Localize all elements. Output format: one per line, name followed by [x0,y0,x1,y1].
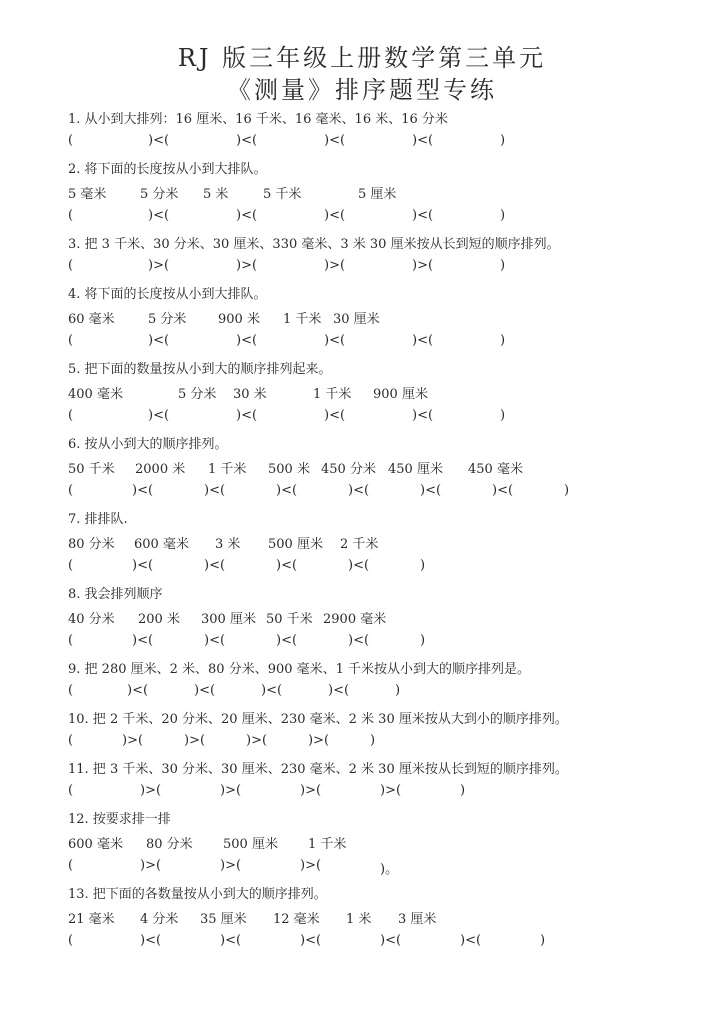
answer-separator: )>( [324,258,346,273]
question-prompt: 10. 把 2 千米、20 分米、20 厘米、230 毫米、2 米 30 厘米按从大到小的顺序排列。 [68,712,568,727]
answer-blank[interactable] [244,783,298,799]
measurement-item: 900 米 [218,312,260,327]
answer-blank[interactable] [348,408,410,424]
answer-open-paren: ( [68,483,74,498]
answer-blank[interactable] [76,733,112,749]
measurement-item: 12 毫米 [273,912,320,927]
answer-open-paren: ( [68,633,74,648]
answer-separator: )<( [204,633,226,648]
answer-separator: )<( [492,483,514,498]
question-prompt: 13. 把下面的各数量按从小到大的顺序排列。 [68,887,327,902]
answer-separator: )>( [184,733,206,748]
answer-blank[interactable] [218,683,259,699]
answer-open-paren: ( [68,683,74,698]
answer-separator: )<( [300,933,322,948]
answer-separator: )>( [308,733,330,748]
measurement-item: 35 厘米 [200,912,247,927]
measurement-item: 2000 米 [135,462,186,477]
answer-blank[interactable] [404,933,458,949]
measurement-item: 5 毫米 [68,187,107,202]
answer-separator: )<( [412,333,434,348]
answer-blank[interactable] [244,858,298,874]
answer-open-paren: ( [68,933,74,948]
answer-separator: )<( [276,483,298,498]
answer-blank[interactable] [76,858,130,874]
answer-close-paren: ) [500,208,506,223]
answer-blank[interactable] [208,733,244,749]
answer-blank[interactable] [436,133,498,149]
answer-open-paren: ( [68,408,74,423]
answer-blank[interactable] [436,208,498,224]
answer-blank[interactable] [324,783,378,799]
measurement-item: 2 千米 [340,537,379,552]
measurement-item: 50 千米 [68,462,115,477]
answer-blank[interactable] [436,333,498,349]
answer-blank[interactable] [332,733,368,749]
answer-close-paren: ) [420,633,426,648]
measurement-item: 1 千米 [208,462,247,477]
answer-open-paren: ( [68,258,74,273]
measurement-item: 5 厘米 [358,187,397,202]
answer-blank[interactable] [484,933,538,949]
answer-blank[interactable] [228,558,274,574]
answer-blank[interactable] [76,483,122,499]
measurement-item: 500 米 [268,462,310,477]
answer-separator: )<( [148,408,170,423]
page-title: RJ 版三年级上册数学第三单元 [177,44,547,72]
answer-separator: )<( [204,483,226,498]
answer-separator: )<( [276,633,298,648]
measurement-item: 80 分米 [68,537,115,552]
answer-separator: )<( [324,333,346,348]
answer-blank[interactable] [516,483,562,499]
measurement-item: 4 分米 [140,912,179,927]
answer-open-paren: ( [68,733,74,748]
answer-separator: )>( [412,258,434,273]
answer-separator: )<( [380,933,402,948]
answer-blank[interactable] [300,633,346,649]
answer-blank[interactable] [260,208,322,224]
answer-separator: )<( [132,633,154,648]
measurement-item: 450 厘米 [388,462,443,477]
answer-close-paren: ) [500,258,506,273]
question-prompt: 2. 将下面的长度按从小到大排队。 [68,162,267,177]
answer-blank[interactable] [270,733,306,749]
answer-blank[interactable] [348,333,410,349]
answer-separator: )>( [236,258,258,273]
answer-separator: )<( [412,133,434,148]
answer-separator: )<( [204,558,226,573]
answer-separator: )<( [132,483,154,498]
answer-separator: )>( [220,783,242,798]
measurement-item: 450 毫米 [468,462,523,477]
answer-blank[interactable] [76,133,138,149]
answer-blank[interactable] [76,783,130,799]
measurement-item: 50 千米 [266,612,313,627]
answer-blank[interactable] [76,683,117,699]
answer-close-paren: ) [420,558,426,573]
measurement-item: 2900 毫米 [323,612,387,627]
answer-blank[interactable] [228,633,274,649]
answer-open-paren: ( [68,133,74,148]
answer-close-paren: )。 [380,862,399,877]
measurement-item: 600 毫米 [68,837,123,852]
answer-blank[interactable] [172,333,234,349]
measurement-item: 60 毫米 [68,312,115,327]
answer-close-paren: ) [500,333,506,348]
answer-blank[interactable] [76,558,122,574]
question-prompt: 6. 按从小到大的顺序排列。 [68,437,228,452]
measurement-item: 3 厘米 [398,912,437,927]
answer-separator: )<( [194,683,216,698]
answer-separator: )<( [132,558,154,573]
answer-blank[interactable] [324,933,378,949]
answer-separator: )>( [220,858,242,873]
answer-blank[interactable] [348,258,410,274]
question-prompt: 8. 我会排列顺序 [68,587,163,602]
measurement-item: 200 米 [138,612,180,627]
answer-close-paren: ) [500,408,506,423]
answer-separator: )<( [460,933,482,948]
question-prompt: 1. 从小到大排列：16 厘米、16 千米、16 毫米、16 米、16 分米 [68,112,448,127]
answer-close-paren: ) [460,783,466,798]
answer-separator: )<( [220,933,242,948]
answer-blank[interactable] [260,258,322,274]
answer-separator: )<( [324,408,346,423]
answer-blank[interactable] [436,408,498,424]
answer-blank[interactable] [76,333,138,349]
question-prompt: 7. 排排队. [68,512,128,527]
answer-separator: )>( [300,858,322,873]
answer-separator: )<( [324,208,346,223]
answer-blank[interactable] [76,633,122,649]
answer-blank[interactable] [260,333,322,349]
answer-separator: )<( [148,333,170,348]
question-prompt: 12. 按要求排一排 [68,812,171,827]
answer-blank[interactable] [436,258,498,274]
answer-blank[interactable] [164,933,218,949]
answer-blank[interactable] [444,483,490,499]
answer-blank[interactable] [348,208,410,224]
answer-separator: )>( [140,858,162,873]
answer-separator: )<( [140,933,162,948]
answer-open-paren: ( [68,783,74,798]
answer-close-paren: ) [500,133,506,148]
answer-blank[interactable] [260,408,322,424]
question-prompt: 5. 把下面的数量按从小到大的顺序排列起来。 [68,362,332,377]
answer-open-paren: ( [68,858,74,873]
measurement-item: 5 千米 [263,187,302,202]
answer-separator: )<( [276,558,298,573]
answer-separator: )<( [328,683,350,698]
measurement-item: 1 千米 [283,312,322,327]
answer-separator: )>( [246,733,268,748]
measurement-item: 3 米 [215,537,241,552]
answer-close-paren: ) [540,933,546,948]
answer-blank[interactable] [348,133,410,149]
answer-blank[interactable] [404,783,458,799]
answer-close-paren: ) [395,683,401,698]
answer-blank[interactable] [372,558,418,574]
answer-separator: )<( [420,483,442,498]
answer-blank[interactable] [164,858,218,874]
answer-blank[interactable] [352,683,393,699]
answer-separator: )>( [148,258,170,273]
answer-blank[interactable] [146,733,182,749]
answer-blank[interactable] [228,483,274,499]
answer-open-paren: ( [68,208,74,223]
measurement-item: 500 厘米 [223,837,278,852]
answer-separator: )<( [148,208,170,223]
answer-separator: )<( [348,483,370,498]
answer-separator: )<( [412,208,434,223]
answer-blank[interactable] [156,558,202,574]
measurement-item: 5 分米 [178,387,217,402]
question-prompt: 11. 把 3 千米、30 分米、30 厘米、230 毫米、2 米 30 厘米按从长到短的顺序排列。 [68,762,568,777]
measurement-item: 80 分米 [146,837,193,852]
answer-separator: )<( [348,633,370,648]
answer-blank[interactable] [76,933,130,949]
answer-open-paren: ( [68,333,74,348]
answer-separator: )<( [127,683,149,698]
measurement-item: 21 毫米 [68,912,115,927]
answer-blank[interactable] [372,483,418,499]
answer-blank[interactable] [172,208,234,224]
answer-blank[interactable] [300,483,346,499]
question-prompt: 3. 把 3 千米、30 分米、30 厘米、330 毫米、3 米 30 厘米按从长到短的顺序排列。 [68,237,560,252]
answer-blank[interactable] [151,683,192,699]
answer-blank[interactable] [76,408,138,424]
answer-separator: )<( [261,683,283,698]
measurement-item: 40 分米 [68,612,115,627]
question-prompt: 9. 把 280 厘米、2 米、80 分米、900 毫米、1 千米按从小到大的顺序排列是。 [68,662,531,677]
answer-separator: )<( [348,558,370,573]
answer-separator: )<( [236,408,258,423]
answer-blank[interactable] [76,208,138,224]
answer-separator: )<( [324,133,346,148]
answer-open-paren: ( [68,558,74,573]
page-subtitle: 《测量》排序题型专练 [227,76,497,104]
answer-separator: )>( [140,783,162,798]
answer-separator: )<( [236,208,258,223]
measurement-item: 1 米 [346,912,372,927]
measurement-item: 500 厘米 [268,537,323,552]
measurement-item: 5 米 [203,187,229,202]
measurement-item: 900 厘米 [373,387,428,402]
answer-blank[interactable] [76,258,138,274]
answer-blank[interactable] [260,133,322,149]
answer-separator: )<( [236,333,258,348]
measurement-item: 1 千米 [308,837,347,852]
answer-blank[interactable] [324,858,378,874]
answer-blank[interactable] [244,933,298,949]
answer-separator: )<( [148,133,170,148]
answer-blank[interactable] [372,633,418,649]
measurement-item: 5 分米 [140,187,179,202]
measurement-item: 30 厘米 [333,312,380,327]
measurement-item: 400 毫米 [68,387,123,402]
answer-close-paren: ) [564,483,570,498]
answer-separator: )>( [300,783,322,798]
measurement-item: 450 分米 [321,462,376,477]
answer-close-paren: ) [370,733,376,748]
question-prompt: 4. 将下面的长度按从小到大排队。 [68,287,267,302]
answer-blank[interactable] [164,783,218,799]
answer-blank[interactable] [172,258,234,274]
answer-separator: )<( [412,408,434,423]
answer-blank[interactable] [156,633,202,649]
measurement-item: 300 厘米 [201,612,256,627]
measurement-item: 30 米 [233,387,267,402]
answer-blank[interactable] [172,408,234,424]
answer-blank[interactable] [156,483,202,499]
measurement-item: 1 千米 [313,387,352,402]
answer-separator: )>( [380,783,402,798]
answer-separator: )>( [122,733,144,748]
answer-blank[interactable] [172,133,234,149]
answer-separator: )<( [236,133,258,148]
answer-blank[interactable] [300,558,346,574]
measurement-item: 5 分米 [148,312,187,327]
answer-blank[interactable] [285,683,326,699]
measurement-item: 600 毫米 [134,537,189,552]
